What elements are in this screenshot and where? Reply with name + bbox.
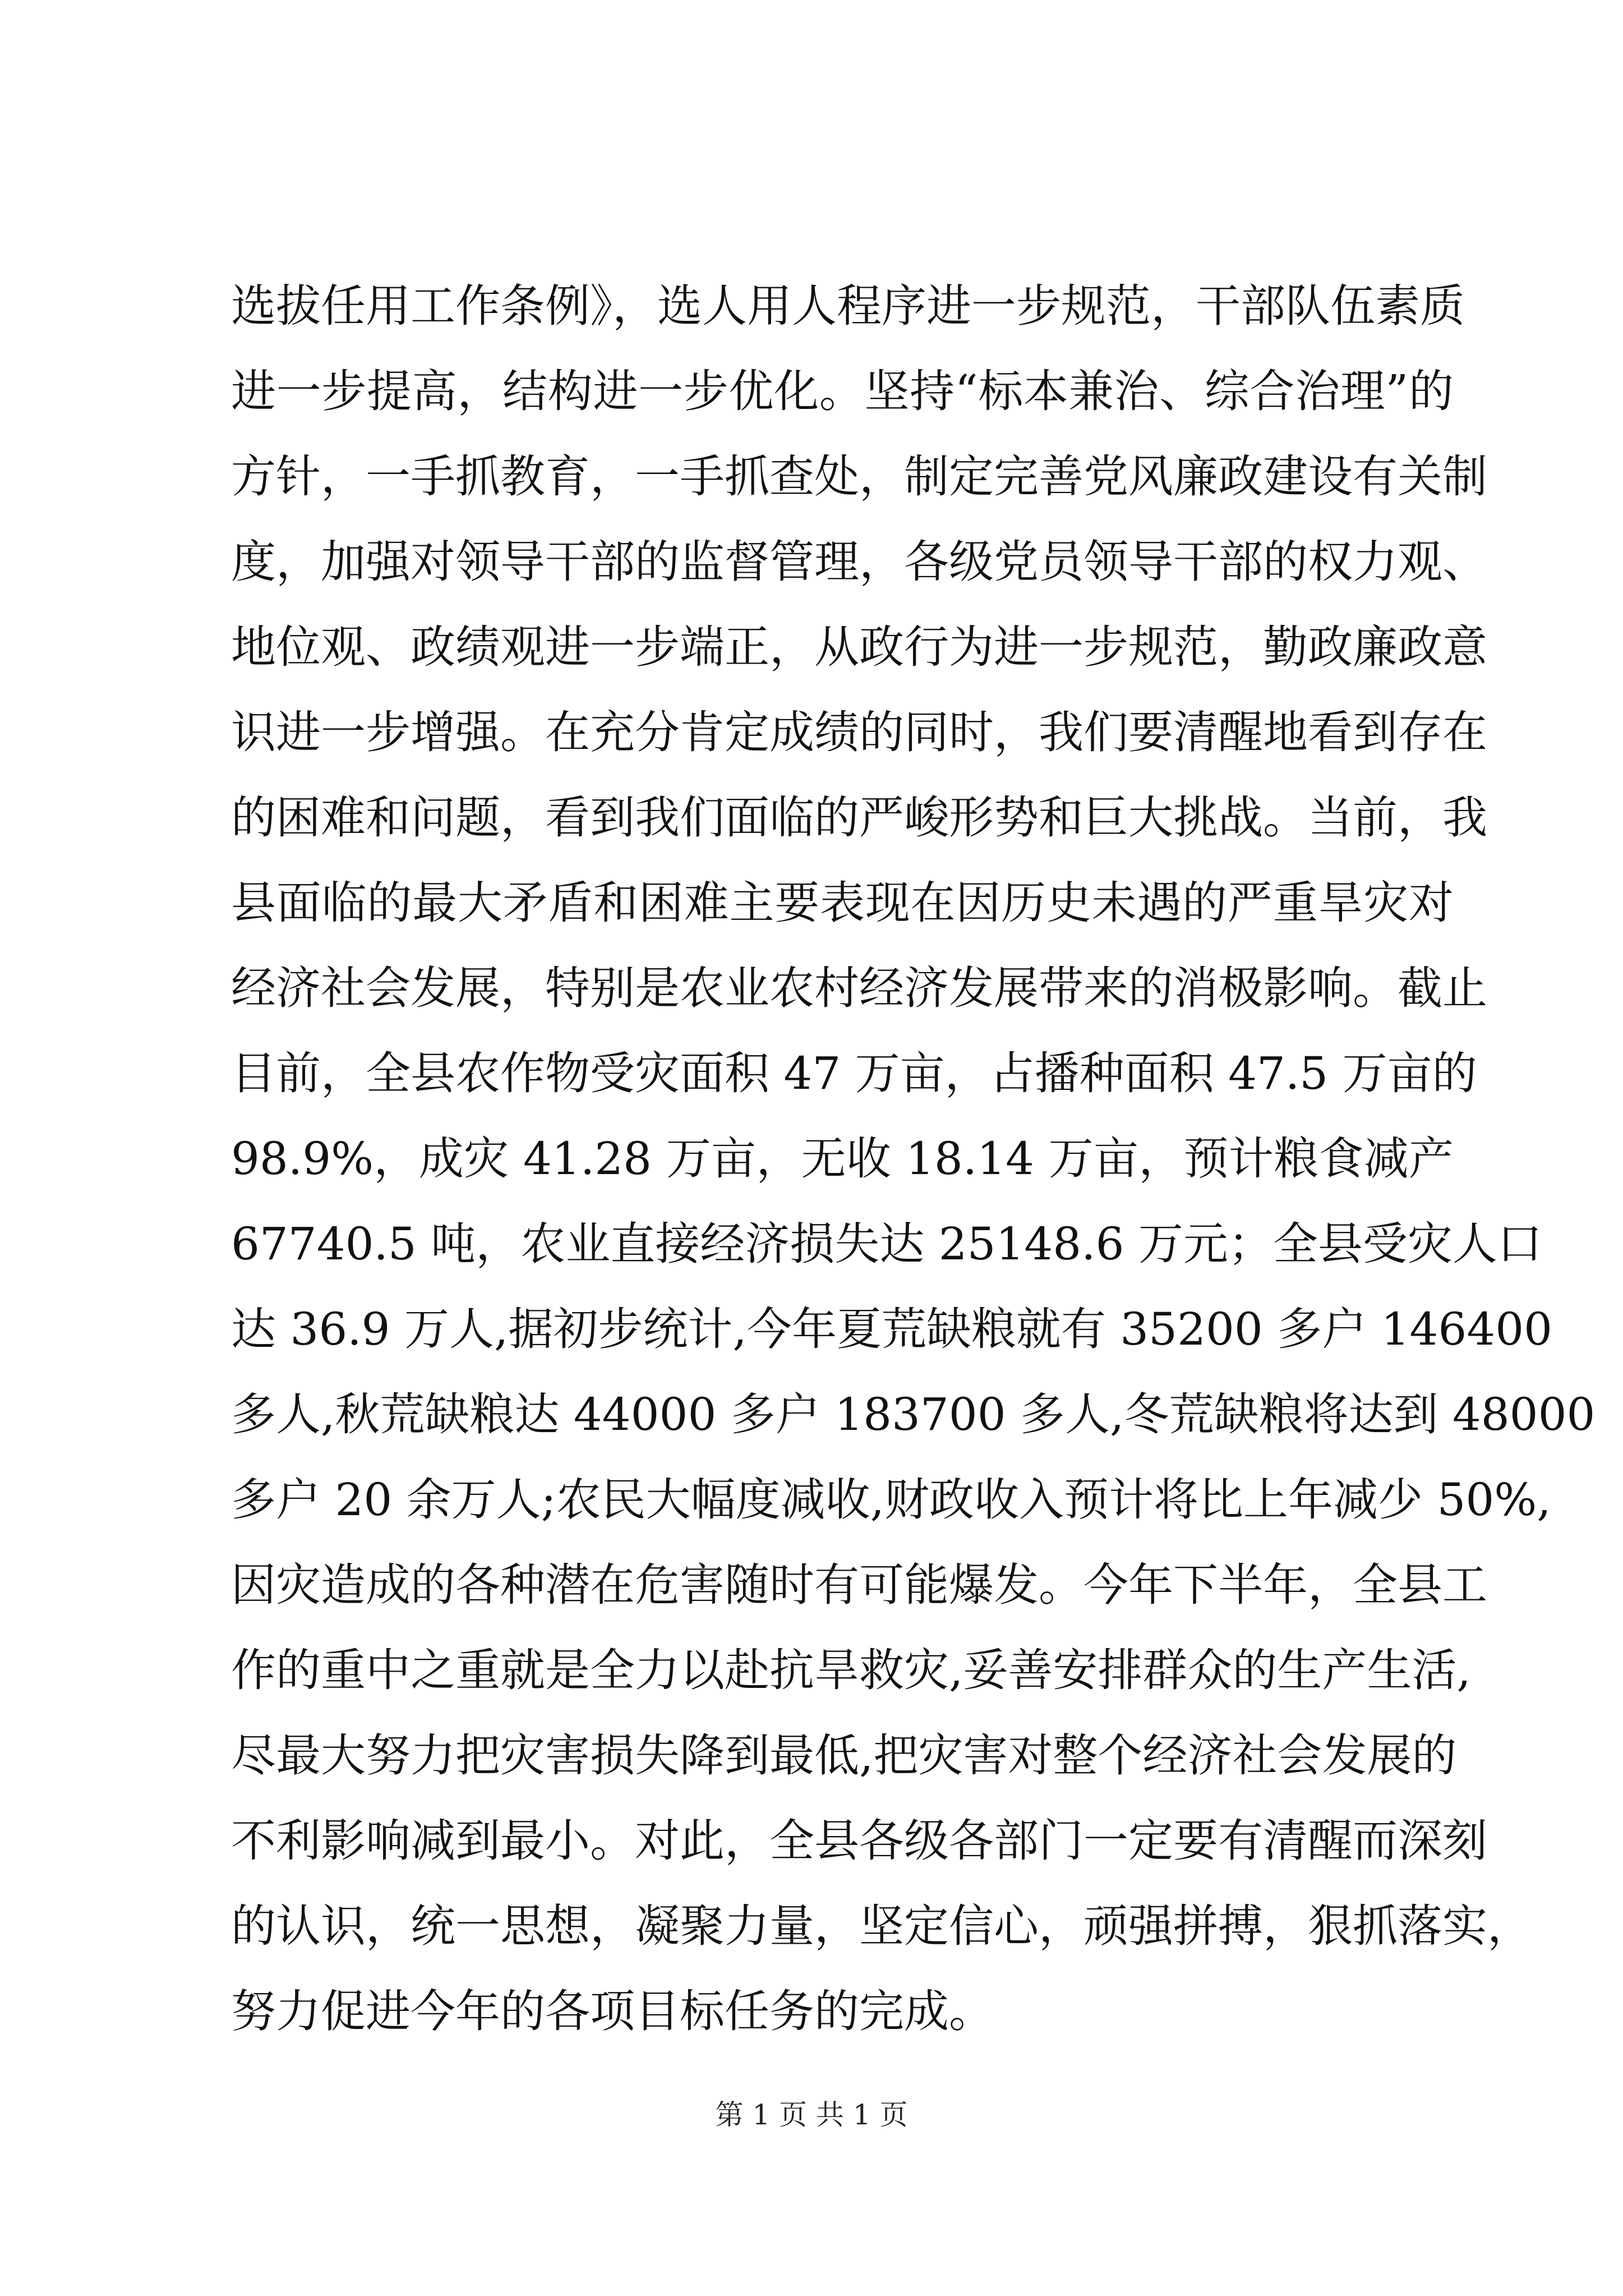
body-line: 方针，一手抓教育，一手抓查处，制定完善党风廉政建设有关制 xyxy=(231,450,1487,503)
body-line: 选拔任用工作条例》，选人用人程序进一步规范，干部队伍素质 xyxy=(231,280,1465,332)
body-line: 不利影响减到最小。对此，全县各级各部门一定要有清醒而深刻 xyxy=(231,1815,1487,1867)
body-line: 的困难和问题，看到我们面临的严峻形势和巨大挑战。当前，我 xyxy=(231,792,1487,844)
body-line: 努力促进今年的各项目标任务的完成。 xyxy=(231,1985,994,2037)
page-number-footer: 第 1 页 共 1 页 xyxy=(715,2099,908,2131)
body-line: 度，加强对领导干部的监督管理，各级党员领导干部的权力观、 xyxy=(231,536,1487,588)
body-line: 多户 20 余万人;农民大幅度减收,财政收入预计将比上年减少 50%, xyxy=(231,1474,1551,1526)
body-paragraph xyxy=(231,264,1596,2054)
body-line: 经济社会发展，特别是农业农村经济发展带来的消极影响。截止 xyxy=(231,962,1487,1014)
body-line: 目前，全县农作物受灾面积 47 万亩，占播种面积 47.5 万亩的 xyxy=(231,1047,1477,1099)
body-line: 尽最大努力把灾害损失降到最低,把灾害对整个经济社会发展的 xyxy=(231,1729,1457,1782)
body-line: 达 36.9 万人,据初步统计,今年夏荒缺粮就有 35200 多户 146400 xyxy=(231,1303,1553,1355)
body-line: 识进一步增强。在充分肯定成绩的同时，我们要清醒地看到存在 xyxy=(231,706,1487,758)
body-line: 因灾造成的各种潜在危害随时有可能爆发。今年下半年，全县工 xyxy=(231,1559,1487,1611)
body-line: 67740.5 吨，农业直接经济损失达 25148.6 万元；全县受灾人口 xyxy=(231,1218,1542,1270)
body-line: 98.9%，成灾 41.28 万亩，无收 18.14 万亩，预计粮食减产 xyxy=(231,1133,1454,1185)
body-line: 进一步提高，结构进一步优化。坚持“标本兼治、综合治理”的 xyxy=(231,365,1454,417)
body-line: 的认识，统一思想，凝聚力量，坚定信心，顽强拼搏，狠抓落实， xyxy=(231,1900,1532,1952)
body-line: 多人,秋荒缺粮达 44000 多户 183700 多人,冬荒缺粮将达到 48000 xyxy=(231,1388,1596,1441)
body-line: 作的重中之重就是全力以赴抗旱救灾,妥善安排群众的生产生活, xyxy=(231,1644,1471,1696)
body-line: 县面临的最大矛盾和困难主要表现在因历史未遇的严重旱灾对 xyxy=(231,877,1454,929)
body-line: 地位观、政绩观进一步端正，从政行为进一步规范，勤政廉政意 xyxy=(231,621,1487,673)
